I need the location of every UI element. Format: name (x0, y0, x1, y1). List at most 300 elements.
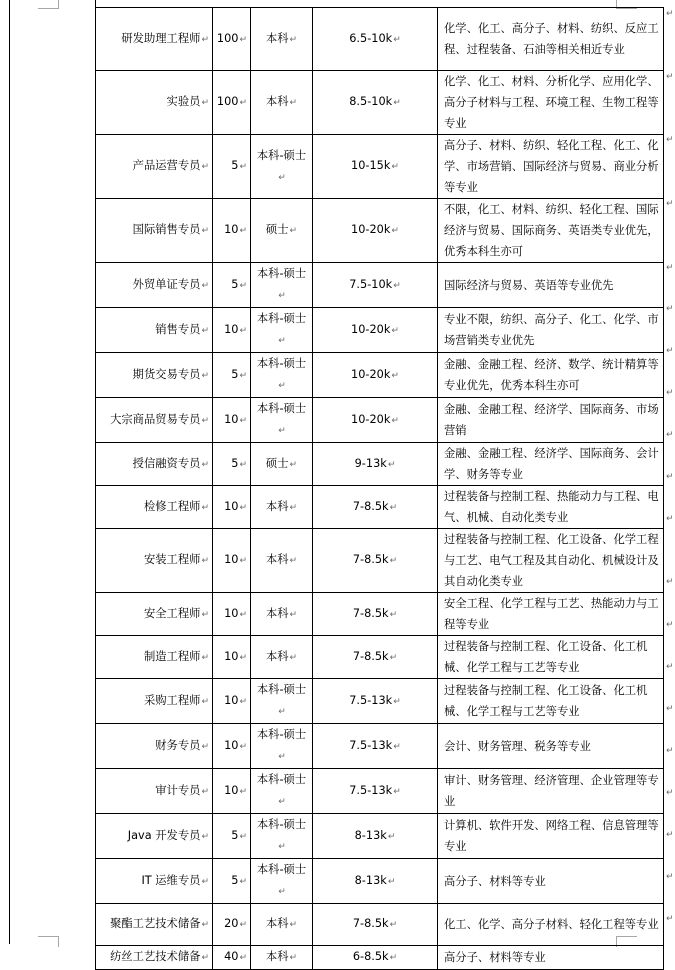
table-row (96, 8, 664, 71)
table-row (96, 859, 664, 904)
job-title-cell (96, 679, 213, 724)
major-requirement-text: 金融、金融工程、经济学、国际商务、会计学、财务等专业 (444, 447, 659, 481)
row-end-mark: ↵ (666, 430, 674, 440)
education-text: 本科-硕士 (256, 148, 307, 162)
job-title-text: 聚酯工艺技术储备 (110, 917, 201, 930)
major-requirement-text: 过程装备与控制工程、化工设备、化工机械、化学工程与工艺等专业 (444, 640, 648, 674)
paragraph-mark: ↵ (289, 34, 298, 45)
headcount-cell (213, 769, 251, 814)
education-text: 硕士 (265, 456, 289, 470)
education-text: 本科-硕士 (256, 357, 307, 370)
paragraph-mark: ↵ (201, 34, 209, 45)
headcount-cell (213, 353, 251, 398)
job-title-cell (96, 593, 213, 636)
job-title-text: 制造工程师 (143, 649, 201, 663)
paragraph-mark: ↵ (278, 381, 286, 391)
education-text: 本科 (265, 95, 289, 108)
salary-text: 8.5-10k (349, 95, 393, 108)
education-text: 本科 (265, 917, 289, 930)
paragraph-mark: ↵ (387, 459, 396, 470)
paragraph-mark: ↵ (239, 876, 247, 887)
headcount-cell (213, 946, 251, 970)
headcount-text: 5 (231, 277, 239, 291)
headcount-cell (213, 636, 251, 679)
job-title-cell (96, 814, 213, 859)
education-cell (251, 814, 313, 859)
headcount-text: 20 (224, 917, 239, 930)
paragraph-mark: ↵ (278, 887, 286, 897)
paragraph-mark: ↵ (239, 953, 247, 963)
paragraph-mark: ↵ (201, 415, 209, 426)
headcount-text: 10 (224, 693, 239, 707)
salary-cell (313, 724, 438, 769)
page-corner-mark-top-left (38, 0, 59, 9)
education-text: 本科-硕士 (256, 728, 307, 741)
major-requirement-cell (438, 946, 664, 970)
table-row (96, 71, 664, 135)
job-title-cell (96, 263, 213, 308)
table-row (96, 486, 664, 529)
paragraph-mark: ↵ (239, 325, 247, 336)
row-end-mark: ↵ (666, 72, 674, 82)
major-requirement-cell (438, 398, 664, 443)
major-requirement-text: 审计、财务管理、经济管理、企业管理等专业 (444, 774, 659, 808)
job-title-text: 期货交易专员 (132, 367, 201, 381)
job-title-text: 检修工程师 (143, 499, 201, 513)
major-requirement-text: 金融、金融工程、经济学、国际商务、市场营销 (444, 403, 659, 437)
paragraph-mark: ↵ (201, 786, 209, 797)
major-requirement-cell (438, 135, 664, 199)
job-title-cell (96, 443, 213, 486)
row-end-mark: ↵ (666, 914, 674, 924)
paragraph-mark: ↵ (201, 741, 209, 752)
education-text: 本科-硕士 (256, 267, 307, 280)
paragraph-mark: ↵ (391, 162, 399, 172)
paragraph-mark: ↵ (387, 876, 396, 887)
education-text: 本科 (265, 649, 289, 663)
major-requirement-cell (438, 859, 664, 904)
row-end-mark: ↵ (666, 514, 674, 524)
paragraph-mark: ↵ (278, 426, 286, 436)
paragraph-mark: ↵ (201, 226, 209, 236)
paragraph-mark: ↵ (239, 98, 247, 108)
paragraph-mark: ↵ (289, 609, 298, 620)
table-row (96, 904, 664, 946)
salary-text: 7.5-10k (349, 277, 393, 291)
row-end-mark: ↵ (666, 788, 674, 798)
job-title-cell (96, 308, 213, 353)
paragraph-mark: ↵ (278, 797, 286, 807)
education-cell (251, 353, 313, 398)
paragraph-mark: ↵ (278, 752, 286, 762)
job-title-cell (96, 398, 213, 443)
headcount-cell (213, 814, 251, 859)
table-row (96, 769, 664, 814)
major-requirement-text: 过程装备与控制工程、化工设备、化学工程与工艺、电气工程及其自动化、机械设计及其自动化类专业 (444, 533, 659, 588)
paragraph-mark: ↵ (239, 609, 247, 620)
row-end-mark: ↵ (666, 346, 674, 356)
job-title-text: 国际销售专员 (132, 223, 201, 236)
education-text: 本科-硕士 (256, 818, 307, 831)
paragraph-mark: ↵ (393, 280, 401, 291)
paragraph-mark: ↵ (289, 459, 298, 470)
headcount-text: 10 (224, 553, 239, 566)
education-cell (251, 398, 313, 443)
paragraph-mark: ↵ (389, 556, 398, 566)
job-title-cell (96, 8, 213, 71)
table-row (96, 636, 664, 679)
major-requirement-text: 不限，化工、材料、纺织、轻化工程、国际经济与贸易、国际商务、英语类专业优先，优秀本科生亦可 (444, 203, 659, 258)
paragraph-mark: ↵ (389, 953, 398, 963)
row-end-mark: ↵ (666, 9, 674, 19)
job-title-cell (96, 636, 213, 679)
major-requirement-cell (438, 724, 664, 769)
salary-text: 7-8.5k (352, 606, 389, 620)
paragraph-mark: ↵ (201, 370, 209, 381)
major-requirement-cell (438, 443, 664, 486)
headcount-cell (213, 904, 251, 946)
education-text: 本科-硕士 (256, 312, 307, 325)
major-requirement-text: 高分子、材料等专业 (444, 874, 546, 888)
row-end-mark: ↵ (666, 472, 674, 482)
education-text: 本科-硕士 (256, 683, 307, 696)
major-requirement-text: 金融、金融工程、经济、数学、统计精算等专业优先，优秀本科生亦可 (444, 358, 659, 392)
headcount-text: 5 (231, 828, 239, 842)
education-cell (251, 308, 313, 353)
job-title-text: Java 开发专员 (127, 828, 201, 842)
headcount-text: 10 (224, 322, 239, 336)
education-text: 硕士 (265, 223, 289, 236)
salary-cell (313, 308, 438, 353)
education-text: 本科-硕士 (256, 773, 307, 786)
row-end-mark: ↵ (666, 620, 674, 630)
education-cell (251, 529, 313, 593)
paragraph-mark: ↵ (393, 696, 401, 707)
salary-text: 7-8.5k (352, 499, 389, 513)
paragraph-mark: ↵ (393, 741, 401, 752)
paragraph-mark: ↵ (201, 652, 209, 663)
salary-text: 10-20k (351, 367, 391, 381)
salary-text: 10-15k (351, 159, 391, 172)
job-title-text: 授信融资专员 (132, 456, 201, 470)
education-cell (251, 263, 313, 308)
table-row (96, 308, 664, 353)
education-cell (251, 443, 313, 486)
job-title-cell (96, 946, 213, 970)
job-title-cell (96, 724, 213, 769)
job-title-text: 纺丝工艺技术储备 (110, 950, 201, 963)
paragraph-mark: ↵ (201, 556, 209, 566)
paragraph-mark: ↵ (239, 652, 247, 663)
headcount-text: 5 (231, 456, 239, 470)
row-end-mark: ↵ (666, 135, 674, 145)
paragraph-mark: ↵ (201, 98, 209, 108)
education-cell (251, 679, 313, 724)
job-title-text: 审计专员 (155, 783, 201, 797)
major-requirement-text: 过程装备与控制工程、化工设备、化工机械、化学工程与工艺等专业 (444, 684, 648, 718)
headcount-cell (213, 443, 251, 486)
job-title-text: 安装工程师 (143, 553, 201, 566)
salary-cell (313, 859, 438, 904)
education-cell (251, 769, 313, 814)
salary-cell (313, 636, 438, 679)
row-end-mark: ↵ (666, 872, 674, 882)
page-corner-mark-bottom-left (38, 936, 59, 947)
salary-text: 7-8.5k (352, 917, 389, 930)
salary-text: 7-8.5k (352, 553, 389, 566)
headcount-cell (213, 859, 251, 904)
paragraph-mark: ↵ (278, 707, 286, 717)
education-cell (251, 724, 313, 769)
headcount-text: 100 (216, 31, 239, 45)
major-requirement-text: 化学、化工、材料、分析化学、应用化学、高分子材料与工程、环境工程、生物工程等专业 (444, 75, 659, 130)
job-title-text: 安全工程师 (143, 606, 201, 620)
job-title-cell (96, 769, 213, 814)
salary-cell (313, 814, 438, 859)
paragraph-mark: ↵ (239, 741, 247, 752)
education-text: 本科 (265, 31, 289, 45)
table-row (96, 443, 664, 486)
salary-cell (313, 263, 438, 308)
job-table-body (96, 8, 664, 970)
paragraph-mark: ↵ (201, 609, 209, 620)
education-cell (251, 946, 313, 970)
paragraph-mark: ↵ (289, 502, 298, 513)
salary-text: 9-13k (354, 456, 387, 470)
paragraph-mark: ↵ (201, 325, 209, 336)
paragraph-mark: ↵ (391, 226, 399, 236)
salary-cell (313, 443, 438, 486)
major-requirement-cell (438, 593, 664, 636)
education-cell (251, 904, 313, 946)
salary-text: 7.5-13k (349, 783, 393, 797)
headcount-cell (213, 486, 251, 529)
job-title-cell (96, 859, 213, 904)
headcount-cell (213, 679, 251, 724)
salary-text: 8-13k (354, 873, 387, 887)
paragraph-mark: ↵ (391, 325, 399, 336)
table-row (96, 593, 664, 636)
major-requirement-cell (438, 529, 664, 593)
salary-text: 10-20k (351, 412, 391, 426)
major-requirement-text: 会计、财务管理、税务等专业 (444, 739, 591, 753)
education-text: 本科-硕士 (256, 402, 307, 415)
education-cell (251, 8, 313, 71)
headcount-cell (213, 398, 251, 443)
paragraph-mark: ↵ (239, 696, 247, 707)
salary-cell (313, 135, 438, 199)
salary-cell (313, 353, 438, 398)
salary-cell (313, 398, 438, 443)
table-row (96, 724, 664, 769)
job-title-text: 大宗商品贸易专员 (110, 412, 201, 426)
table-left-border (9, 0, 10, 944)
salary-cell (313, 8, 438, 71)
salary-text: 10-20k (351, 322, 391, 336)
major-requirement-text: 过程装备与控制工程、热能动力与工程、电气、机械、自动化类专业 (444, 490, 659, 524)
salary-text: 7.5-13k (349, 693, 393, 707)
salary-text: 10-20k (351, 223, 391, 236)
paragraph-mark: ↵ (393, 786, 401, 797)
table-row (96, 679, 664, 724)
headcount-text: 40 (224, 950, 239, 963)
headcount-text: 10 (224, 223, 239, 236)
job-title-cell (96, 71, 213, 135)
paragraph-mark: ↵ (391, 370, 399, 381)
major-requirement-cell (438, 636, 664, 679)
major-requirement-cell (438, 679, 664, 724)
paragraph-mark: ↵ (278, 336, 286, 346)
salary-cell (313, 946, 438, 970)
paragraph-mark: ↵ (278, 291, 286, 301)
salary-cell (313, 593, 438, 636)
job-title-cell (96, 353, 213, 398)
paragraph-mark: ↵ (239, 226, 247, 236)
paragraph-mark: ↵ (201, 280, 209, 291)
headcount-text: 10 (224, 783, 239, 797)
paragraph-mark: ↵ (201, 831, 209, 842)
paragraph-mark: ↵ (393, 98, 401, 108)
paragraph-mark: ↵ (239, 459, 247, 470)
education-text: 本科 (265, 606, 289, 620)
education-cell (251, 486, 313, 529)
major-requirement-cell (438, 308, 664, 353)
job-title-cell (96, 529, 213, 593)
education-cell (251, 636, 313, 679)
major-requirement-text: 高分子、材料等专业 (444, 951, 546, 964)
headcount-cell (213, 308, 251, 353)
major-requirement-text: 计算机、软件开发、网络工程、信息管理等专业 (444, 819, 659, 853)
education-cell (251, 135, 313, 199)
paragraph-mark: ↵ (239, 34, 247, 45)
major-requirement-text: 化工、化学、高分子材料、轻化工程等专业 (444, 918, 659, 931)
headcount-text: 10 (224, 606, 239, 620)
paragraph-mark: ↵ (201, 920, 209, 930)
salary-cell (313, 71, 438, 135)
salary-text: 6.5-10k (349, 31, 393, 45)
table-row (96, 814, 664, 859)
table-row (96, 353, 664, 398)
paragraph-mark: ↵ (239, 920, 247, 930)
paragraph-mark: ↵ (201, 876, 209, 887)
job-title-cell (96, 135, 213, 199)
paragraph-mark: ↵ (239, 831, 247, 842)
headcount-text: 5 (231, 873, 239, 887)
salary-cell (313, 904, 438, 946)
paragraph-mark: ↵ (289, 920, 298, 930)
education-text: 本科 (265, 553, 289, 566)
major-requirement-cell (438, 814, 664, 859)
headcount-text: 100 (216, 95, 239, 108)
paragraph-mark: ↵ (239, 415, 247, 426)
headcount-text: 10 (224, 499, 239, 513)
paragraph-mark: ↵ (239, 162, 247, 172)
headcount-cell (213, 593, 251, 636)
row-end-mark: ↵ (666, 304, 674, 314)
major-requirement-cell (438, 486, 664, 529)
major-requirement-text: 国际经济与贸易、英语等专业优先 (444, 278, 614, 292)
salary-text: 7-8.5k (352, 649, 389, 663)
paragraph-mark: ↵ (389, 652, 398, 663)
job-title-text: 产品运营专员 (132, 159, 201, 172)
paragraph-mark: ↵ (389, 502, 398, 513)
row-end-mark: ↵ (666, 704, 674, 714)
table-row (96, 263, 664, 308)
paragraph-mark: ↵ (201, 162, 209, 172)
paragraph-mark: ↵ (201, 459, 209, 470)
job-title-cell (96, 904, 213, 946)
salary-text: 8-13k (354, 828, 387, 842)
education-text: 本科 (265, 499, 289, 513)
major-requirement-text: 安全工程、化学工程与工艺、热能动力与工程等专业 (444, 597, 659, 631)
row-end-mark: ↵ (666, 388, 674, 398)
row-end-mark: ↵ (666, 577, 674, 587)
major-requirement-text: 专业不限，纺织、高分子、化工、化学、市场营销类专业优先 (444, 313, 659, 347)
headcount-cell (213, 71, 251, 135)
education-cell (251, 71, 313, 135)
job-title-text: 销售专员 (155, 322, 201, 336)
education-text: 本科 (265, 950, 289, 963)
headcount-text: 5 (231, 159, 239, 172)
row-end-mark: ↵ (666, 830, 674, 840)
row-end-mark: ↵ (666, 199, 674, 209)
row-end-mark: ↵ (666, 263, 674, 273)
headcount-cell (213, 8, 251, 71)
salary-text: 6-8.5k (352, 950, 389, 963)
headcount-cell (213, 263, 251, 308)
education-cell (251, 593, 313, 636)
salary-cell (313, 199, 438, 263)
job-title-text: 研发助理工程师 (121, 31, 201, 45)
row-end-mark: ↵ (666, 746, 674, 756)
headcount-cell (213, 199, 251, 263)
paragraph-mark: ↵ (239, 556, 247, 566)
paragraph-mark: ↵ (201, 502, 209, 513)
major-requirement-cell (438, 769, 664, 814)
major-requirement-cell (438, 199, 664, 263)
job-title-text: 外贸单证专员 (132, 277, 201, 291)
job-title-cell (96, 486, 213, 529)
salary-cell (313, 529, 438, 593)
table-row (96, 398, 664, 443)
paragraph-mark: ↵ (239, 280, 247, 291)
education-cell (251, 859, 313, 904)
paragraph-mark: ↵ (239, 786, 247, 797)
major-requirement-cell (438, 263, 664, 308)
paragraph-mark: ↵ (391, 415, 399, 426)
education-text: 本科-硕士 (256, 863, 307, 876)
major-requirement-cell (438, 8, 664, 71)
headcount-text: 10 (224, 649, 239, 663)
paragraph-mark: ↵ (389, 920, 398, 930)
salary-text: 7.5-13k (349, 738, 393, 752)
paragraph-mark: ↵ (289, 98, 298, 108)
paragraph-mark: ↵ (278, 842, 286, 852)
headcount-text: 5 (231, 367, 239, 381)
salary-cell (313, 679, 438, 724)
salary-cell (313, 486, 438, 529)
paragraph-mark: ↵ (289, 226, 298, 236)
headcount-text: 10 (224, 738, 239, 752)
table-row (96, 946, 664, 970)
headcount-cell (213, 135, 251, 199)
paragraph-mark: ↵ (278, 172, 286, 183)
paragraph-mark: ↵ (289, 953, 298, 963)
major-requirement-cell (438, 71, 664, 135)
paragraph-mark: ↵ (201, 953, 209, 963)
major-requirement-cell (438, 353, 664, 398)
headcount-text: 10 (224, 412, 239, 426)
